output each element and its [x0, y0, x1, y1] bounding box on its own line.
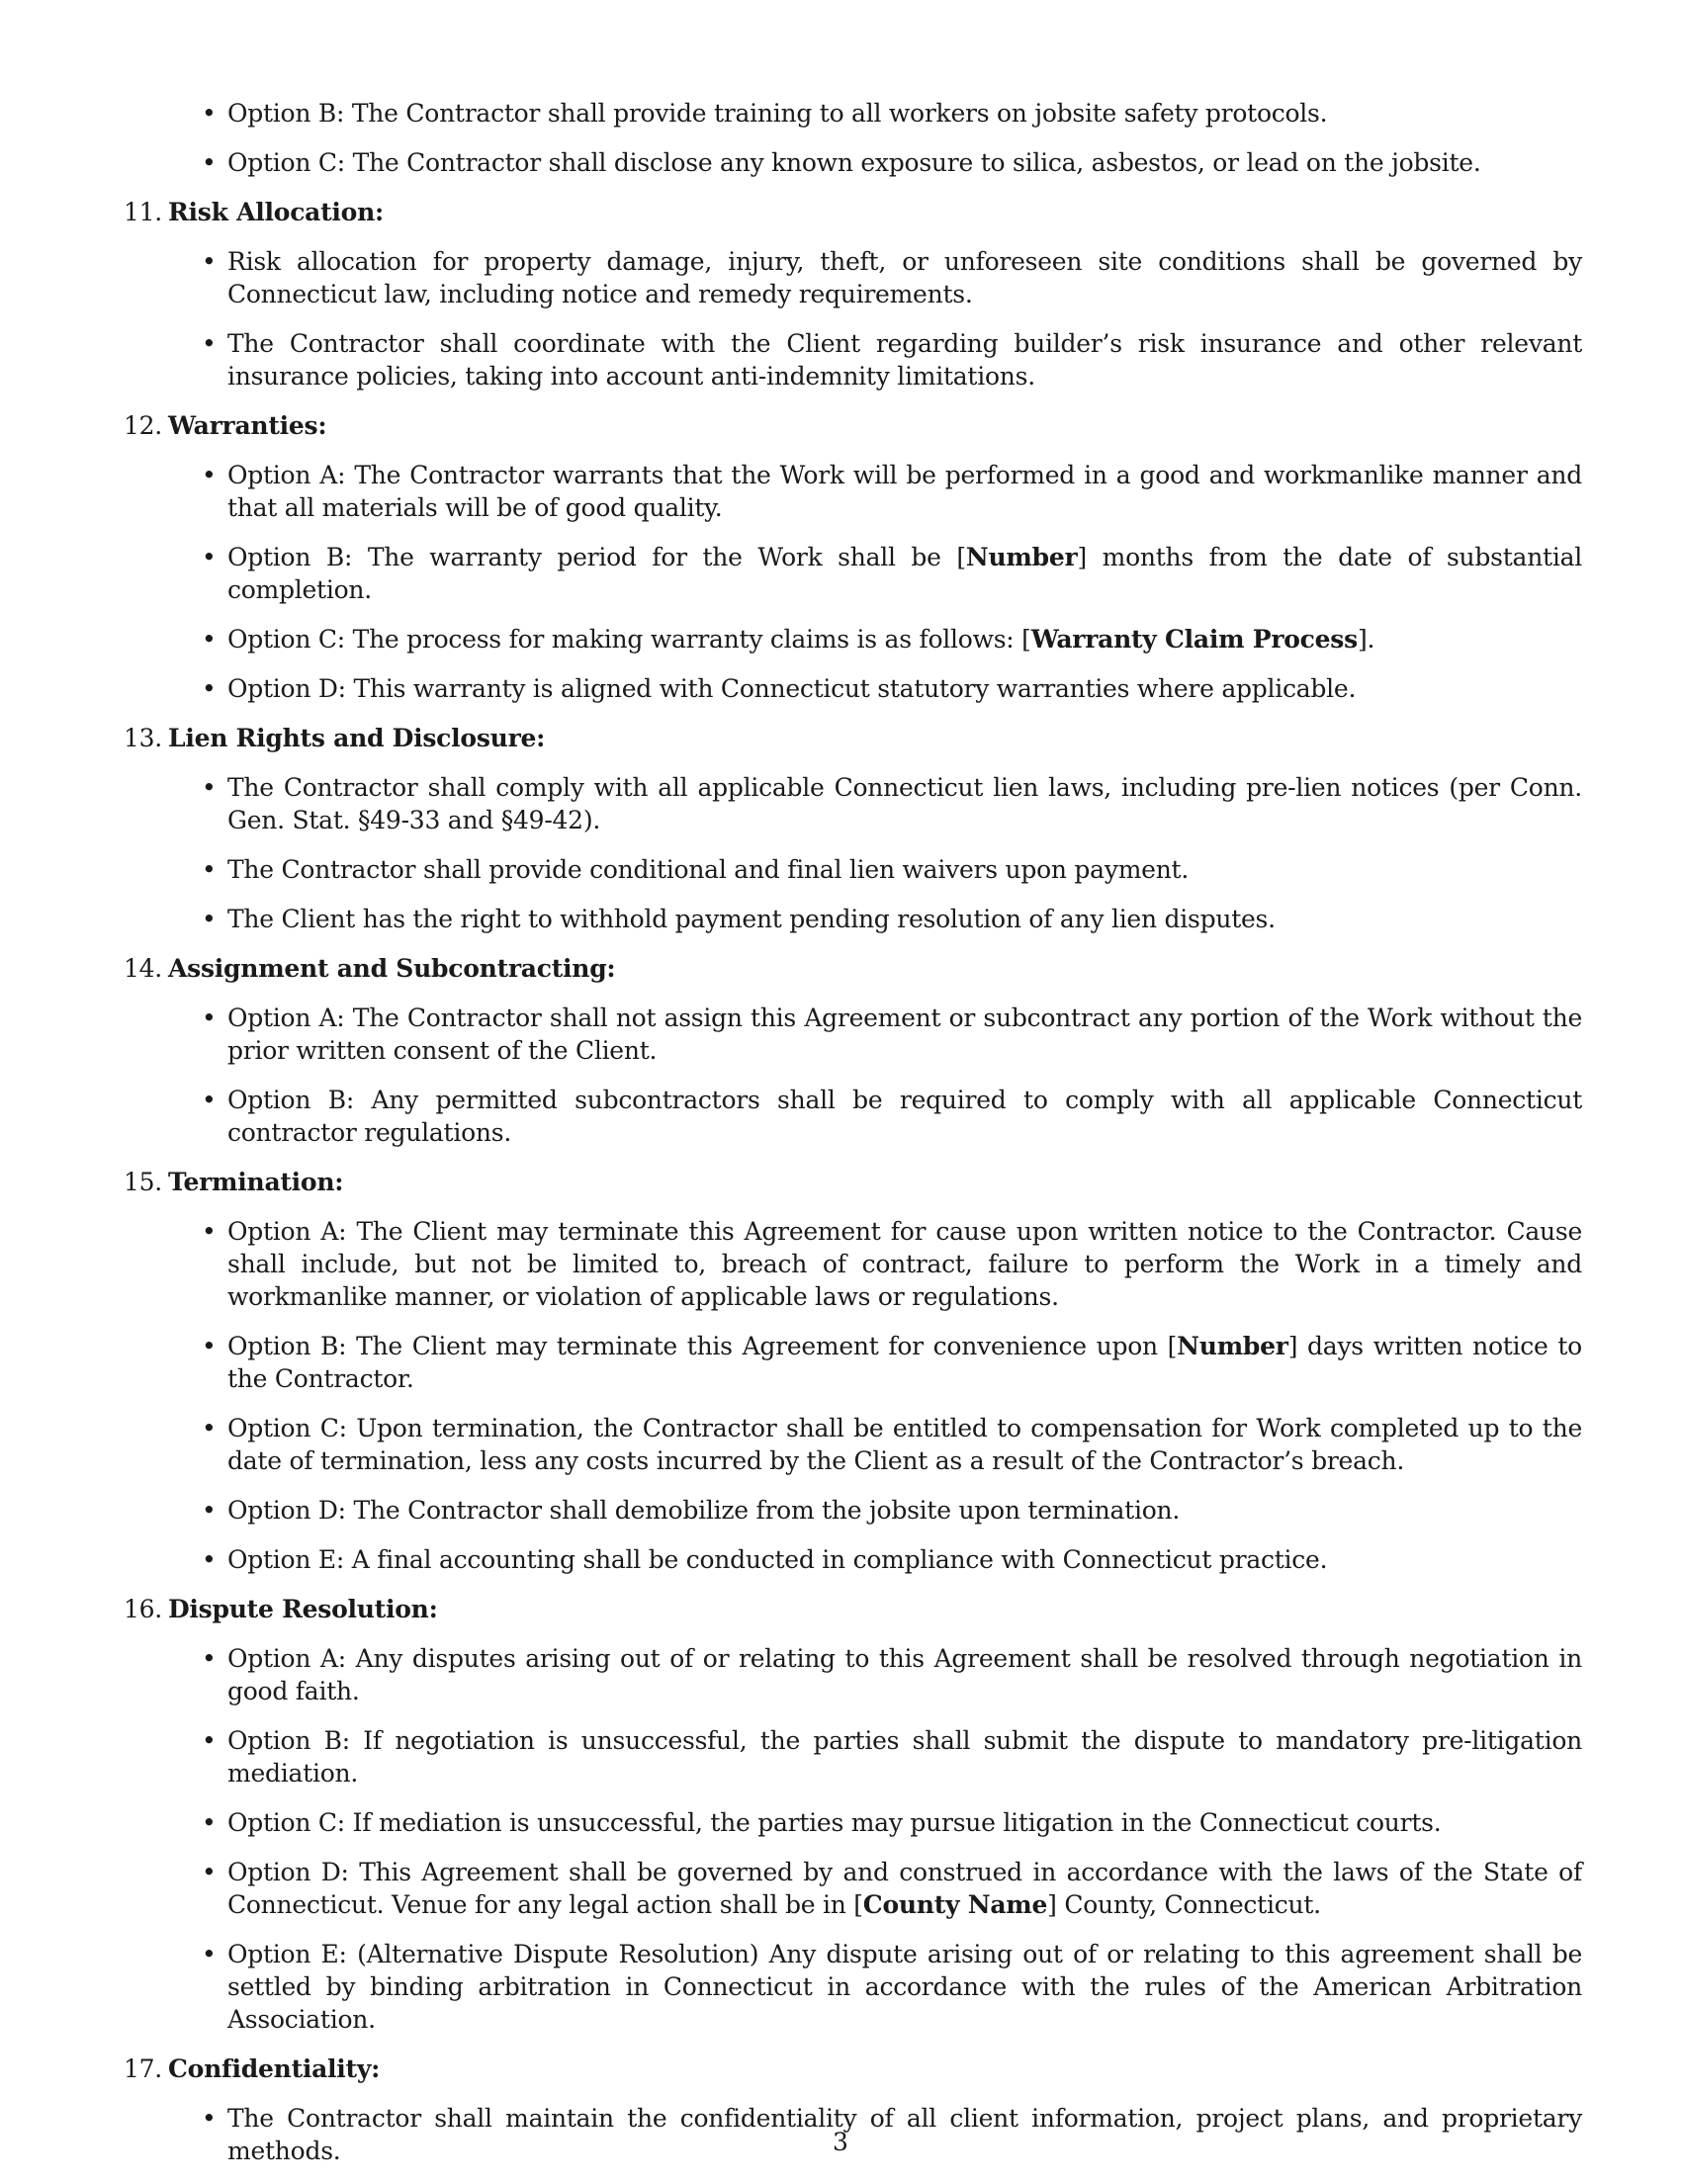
list-item: [202, 97, 1582, 130]
list-item: [202, 1856, 1582, 1921]
bullet-icon: •: [202, 1644, 217, 1673]
list-item: [202, 623, 1582, 655]
list-item-text: Option B: The Contractor shall provide training to all workers on jobsite safety protocols.: [227, 99, 1328, 128]
continued-section: [114, 97, 1582, 179]
list-item-text: Option C: The Contractor shall disclose any known exposure to silica, asbestos, or lead on the jobsite.: [227, 148, 1481, 177]
list-item: [202, 327, 1582, 393]
list-item-text: Option E: A final accounting shall be conducted in compliance with Connecticut practice.: [227, 1545, 1328, 1574]
list-item: [202, 245, 1582, 310]
section: [114, 196, 1582, 393]
bullet-list: [168, 1642, 1582, 2036]
bullet-icon: •: [202, 855, 217, 884]
document-body: [114, 97, 1582, 2184]
list-item: [202, 1938, 1582, 2036]
numbered-sections: [114, 196, 1582, 2167]
bullet-icon: •: [202, 461, 217, 489]
bullet-icon: •: [202, 674, 217, 703]
continued-bullet-list: [168, 97, 1582, 179]
list-item-text: The Client has the right to withhold payment pending resolution of any lien disputes.: [227, 905, 1276, 933]
list-item-text: Risk allocation for property damage, injury, theft, or unforeseen site conditions shall be governed by Connecticut law, including notice and remedy requirements.: [227, 247, 1582, 308]
list-item-text: Option A: The Client may terminate this Agreement for cause upon written notice to the Contractor. Cause shall include, but not be limited to, breach of contract, failure to perform the Work in a timely and workmanlike manner, or violation of applicable laws or regulations.: [227, 1217, 1582, 1311]
section: [114, 952, 1582, 1149]
bullet-icon: •: [202, 905, 217, 933]
section-heading: Warranties:: [168, 411, 327, 440]
bullet-icon: •: [202, 148, 217, 177]
list-item-text: Option A: Any disputes arising out of or relating to this Agreement shall be resolved through negotiation in good faith.: [227, 1644, 1582, 1705]
list-item: [202, 1642, 1582, 1707]
list-item: [202, 672, 1582, 705]
bullet-icon: •: [202, 625, 217, 654]
bullet-icon: •: [202, 247, 217, 276]
bullet-icon: •: [202, 2104, 217, 2133]
list-item-text: The Contractor shall provide conditional and final lien waivers upon payment.: [227, 855, 1190, 884]
bullet-list: [168, 1215, 1582, 1576]
list-item-text: Option B: The warranty period for the Work shall be [Number] months from the date of substantial completion.: [227, 543, 1582, 604]
list-item-text: Option B: The Client may terminate this Agreement for convenience upon [Number] days written notice to the Contractor.: [227, 1332, 1582, 1393]
list-item: [202, 459, 1582, 524]
list-item: [202, 853, 1582, 886]
list-item: [202, 1002, 1582, 1067]
section-number: 16.: [123, 1595, 162, 1623]
section: [114, 409, 1582, 705]
bullet-icon: •: [202, 1414, 217, 1442]
list-item: [202, 771, 1582, 836]
list-item-text: Option C: Upon termination, the Contractor shall be entitled to compensation for Work completed up to the date of termination, less any costs incurred by the Client as a result of the Contractor’s breach.: [227, 1414, 1582, 1475]
list-item: [202, 1494, 1582, 1527]
section-number: 12.: [123, 411, 162, 440]
list-item: [202, 1806, 1582, 1839]
section-heading: Lien Rights and Disclosure:: [168, 724, 546, 752]
bullet-icon: •: [202, 1545, 217, 1574]
section-heading: Dispute Resolution:: [168, 1595, 438, 1623]
bullet-icon: •: [202, 1726, 217, 1755]
list-item: [202, 146, 1582, 179]
list-item: [202, 903, 1582, 935]
section-number: 11.: [123, 198, 162, 226]
list-item: [202, 1412, 1582, 1477]
section: [114, 1166, 1582, 1576]
list-item: [202, 1724, 1582, 1790]
section: [114, 1593, 1582, 2036]
bullet-icon: •: [202, 773, 217, 802]
list-item-text: Option C: If mediation is unsuccessful, the parties may pursue litigation in the Connecticut courts.: [227, 1808, 1442, 1837]
bullet-icon: •: [202, 543, 217, 571]
list-item-text: Option D: This Agreement shall be governed by and construed in accordance with the laws of the State of Connecticut. Venue for any legal action shall be in [County Name] County, Connecticut.: [227, 1858, 1582, 1919]
list-item-text: Option D: This warranty is aligned with Connecticut statutory warranties where applicable.: [227, 674, 1357, 703]
bullet-list: [168, 1002, 1582, 1149]
list-item-text: The Contractor shall comply with all applicable Connecticut lien laws, including pre-lien notices (per Conn. Gen. Stat. §49-33 and §49-42).: [227, 773, 1582, 834]
bullet-icon: •: [202, 329, 217, 358]
bullet-icon: •: [202, 1808, 217, 1837]
section-number: 15.: [123, 1168, 162, 1196]
section-heading: Confidentiality:: [168, 2054, 381, 2083]
bullet-icon: •: [202, 1940, 217, 1968]
bullet-icon: •: [202, 1086, 217, 1114]
section-number: 17.: [123, 2054, 162, 2083]
bullet-icon: •: [202, 99, 217, 128]
section-heading: Risk Allocation:: [168, 198, 384, 226]
bullet-list: [168, 771, 1582, 935]
list-item-text: Option E: (Alternative Dispute Resolution) Any dispute arising out of or relating to this agreement shall be settled by binding arbitration in Connecticut in accordance with the rules of the American Arbitration Association.: [227, 1940, 1582, 2034]
bullet-icon: •: [202, 1496, 217, 1525]
section-heading: Termination:: [168, 1168, 344, 1196]
list-item: [202, 541, 1582, 606]
list-item: [202, 1215, 1582, 1313]
list-item-text: Option A: The Contractor warrants that the Work will be performed in a good and workmanlike manner and that all materials will be of good quality.: [227, 461, 1582, 522]
bullet-icon: •: [202, 1004, 217, 1032]
section-heading: Assignment and Subcontracting:: [168, 954, 616, 983]
bullet-icon: •: [202, 1217, 217, 1246]
list-item-text: The Contractor shall coordinate with the Client regarding builder’s risk insurance and other relevant insurance policies, taking into account anti-indemnity limitations.: [227, 329, 1582, 391]
bullet-icon: •: [202, 1858, 217, 1886]
list-item-text: Option B: If negotiation is unsuccessful, the parties shall submit the dispute to mandatory pre-litigation mediation.: [227, 1726, 1582, 1788]
list-item-text: Option D: The Contractor shall demobilize from the jobsite upon termination.: [227, 1496, 1181, 1525]
bullet-list: [168, 245, 1582, 393]
list-item-text: Option B: Any permitted subcontractors shall be required to comply with all applicable Connecticut contractor regulations.: [227, 1086, 1582, 1147]
bullet-list: [168, 459, 1582, 705]
section: [114, 722, 1582, 935]
section-number: 14.: [123, 954, 162, 983]
page-number: 3: [833, 2128, 848, 2156]
list-item: [202, 1543, 1582, 1576]
section-number: 13.: [123, 724, 162, 752]
list-item-text: Option A: The Contractor shall not assign this Agreement or subcontract any portion of the Work without the prior written consent of the Client.: [227, 1004, 1582, 1065]
bullet-icon: •: [202, 1332, 217, 1360]
list-item: [202, 1330, 1582, 1395]
list-item-text: Option C: The process for making warranty claims is as follows: [Warranty Claim Process].: [227, 625, 1375, 654]
list-item-text: The Contractor shall maintain the confidentiality of all client information, project plans, and proprietary methods.: [227, 2104, 1582, 2165]
list-item: [202, 1084, 1582, 1149]
